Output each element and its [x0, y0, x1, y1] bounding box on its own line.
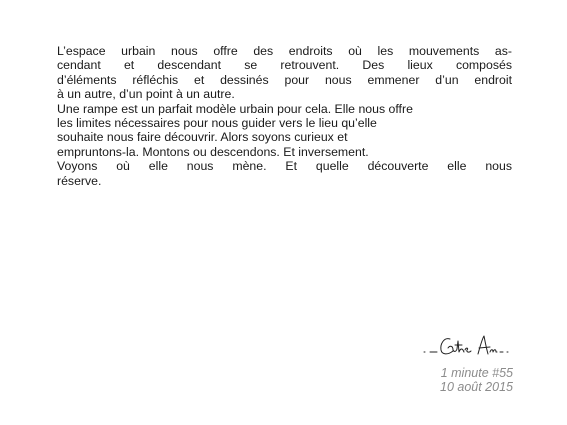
- paragraph-1-line-4: à un autre, d’un point à un autre.: [57, 87, 235, 102]
- entry-footer: [440, 366, 513, 394]
- paragraph-2-line-3: souhaite nous faire découvrir. Alors soyons curieux et: [57, 130, 348, 145]
- paragraph-2-line-1: Une rampe est un parfait modèle urbain pour cela. Elle nous offre: [57, 101, 413, 116]
- paragraph-1-line-1: L’espace urbain nous offre des endroits où les mouvements as-: [57, 44, 512, 58]
- handwritten-signature: [420, 327, 520, 363]
- paragraph-3-line-1: Voyons où elle nous mène. Et quelle découverte elle nous: [57, 159, 512, 174]
- paragraph-1-line-3: d’éléments réfléchis et dessinés pour nous emmener d’un endroit: [57, 72, 512, 87]
- entry-number: 1 minute #55: [440, 366, 513, 380]
- paragraph-2-line-4: empruntons-la. Montons ou descendons. Et inversement.: [57, 144, 369, 159]
- signature-drawing: [420, 327, 520, 363]
- entry-date: 10 août 2015: [440, 380, 513, 395]
- paragraph-1-line-2: cendant et descendant se retrouvent. Des lieux composés: [57, 58, 512, 73]
- paragraph-3-line-2: réserve.: [57, 173, 102, 188]
- body-text: [57, 44, 512, 188]
- paragraph-2-line-2: les limites nécessaires pour nous guider vers le lieu qu’elle: [57, 116, 377, 131]
